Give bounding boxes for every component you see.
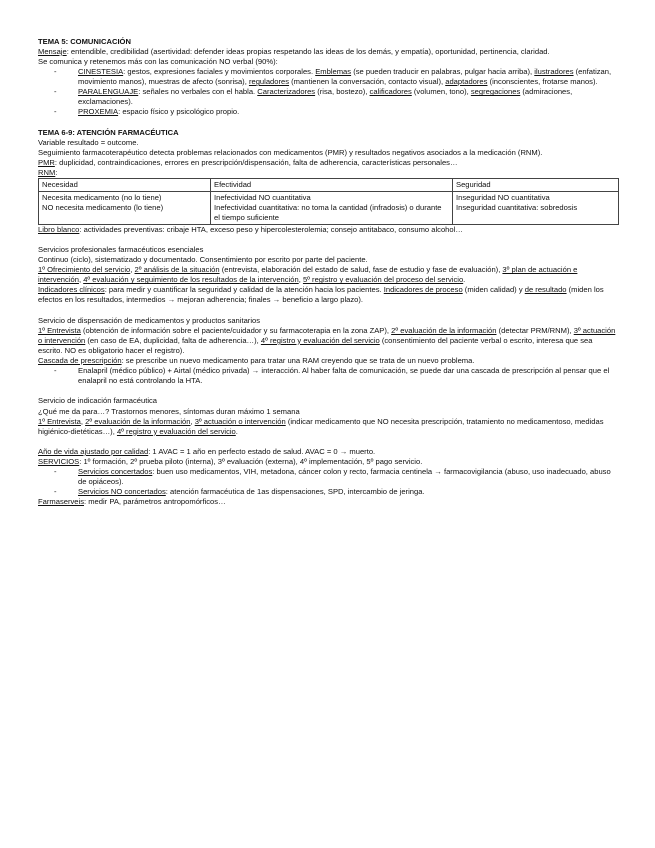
step: 1º Ofrecimiento del servicio (38, 265, 131, 275)
term: Servicios concertados (78, 467, 153, 477)
step: 5º registro y evaluación del proceso del servicio (302, 275, 464, 285)
term: reguladores (248, 77, 290, 87)
section-title-indicacion: Servicio de indicación farmacéutica (38, 396, 158, 406)
term-farmaserveis: Farmaserveis (38, 497, 84, 507)
list-item-proxemia (78, 107, 618, 117)
text: (indicar medicamento que NO necesita prescripción, tratamiento no medicamentoso, medidas higiénico-dietéticas…), (38, 416, 604, 436)
paragraph-rnm (38, 168, 618, 178)
text: (admiraciones, exclamaciones). (78, 87, 573, 107)
step: 3º plan de actuación e intervención (38, 265, 578, 285)
paragraph-no-verbal: Se comunica y retenemos más con las comunicación NO verbal (90%): (38, 57, 278, 67)
term: PARALENGUAJE (78, 87, 139, 97)
text: (obtención de información sobre el paciente/cuidador y su farmacoterapia en la zona ZAP), (80, 325, 392, 335)
text: (miden calidad) y (462, 285, 525, 295)
step: 1º Entrevista (38, 416, 81, 426)
cell-line: Inefectividad NO cuantitativa (214, 192, 311, 202)
section-title-servicios: Servicios profesionales farmacéuticos esenciales (38, 245, 204, 255)
list-comunicacion (38, 67, 618, 117)
text: (consentimiento del paciente verbal o escrito, interesa que sea escrito. NO es obligatorio hacer el registro). (38, 335, 593, 355)
table-header-cell: Efectividad (211, 178, 453, 191)
term: CINESTESIA (78, 67, 124, 77)
term-cascada: Cascada de prescripción (38, 355, 122, 365)
text-avac: : 1 AVAC = 1 año en perfecto estado de salud. AVAC = 0 → muerto. (148, 447, 376, 457)
text: , (78, 275, 84, 285)
step: 3º actuación o intervención (194, 416, 286, 426)
step: 2º evaluación de la información (85, 416, 191, 426)
list-cascada (38, 366, 618, 386)
section-title-atencion: TEMA 6-9: ATENCIÓN FARMACÉUTICA (38, 127, 179, 137)
cell-line: Inseguridad NO cuantitativa (456, 192, 550, 202)
term: adaptadores (445, 77, 488, 87)
term: Emblemas (315, 67, 352, 77)
term: de resultado (524, 285, 567, 295)
table-cell (453, 191, 619, 224)
text: (en caso de EA, duplicidad, falta de adherencia…), (85, 335, 261, 345)
term: Indicadores de proceso (383, 285, 463, 295)
paragraph-servicios (38, 457, 618, 467)
list-item-paralenguaje (78, 87, 618, 107)
cell-line: Necesita medicamento (no lo tiene) (42, 192, 162, 202)
text-rnm: : (55, 167, 58, 177)
document-page (38, 37, 618, 507)
rnm-table (38, 178, 619, 225)
step: 3º actuación o intervención (38, 325, 616, 345)
list-item-concertados (78, 467, 618, 487)
step: 4º registro y evaluación del servicio (260, 335, 380, 345)
paragraph-indicadores (38, 285, 618, 305)
term-rnm: RNM (38, 167, 56, 177)
table-row (39, 191, 619, 224)
paragraph-pmr (38, 158, 618, 168)
text: (mantienen la conversación, contacto visual), (289, 77, 446, 87)
paragraph-avac (38, 447, 618, 457)
text: , (80, 416, 86, 426)
text: (se pueden traducir en palabras, pulgar hacia arriba), (351, 67, 535, 77)
term-pmr: PMR (38, 157, 55, 167)
step: 2º análisis de la situación (134, 265, 220, 275)
text-farmaserveis: : medir PA, parámetros antropomórficos… (84, 497, 226, 507)
cell-line: Inseguridad cuantitativa: sobredosis (456, 202, 578, 212)
table-cell (211, 191, 453, 224)
text: : atención farmacéutica de 1as dispensaciones, SPD, intercambio de jeringa. (165, 487, 425, 497)
list-item-enalapril: - Enalapril (médico público) + Airtal (médico privada) → interacción. Al haber falta de comunicación, se puede dar una cascada de prescripción al pensar que el enalapril no está controlando la HTA. (78, 366, 618, 386)
text-mensaje: : entendible, credibilidad (asertividad: defender ideas propias respetando las ideas de los demás, y empatía), oportunidad, pertinencia, claridad. (66, 47, 550, 57)
text: , (298, 275, 303, 285)
step: 2º evaluación de la información (391, 325, 497, 335)
text: (miden los efectos en los resultados, intermedios → mejoran adherencia; finales → beneficio a largo plazo). (38, 285, 604, 305)
paragraph-pasos-indicacion (38, 417, 618, 437)
section-title-dispensacion: Servicio de dispensación de medicamentos y productos sanitarios (38, 315, 261, 325)
term: Indicadores clínicos (38, 285, 105, 295)
section-title-comunicacion: TEMA 5: COMUNICACIÓN (38, 37, 131, 46)
text: (entrevista, elaboración del estado de salud, fase de estudio y fase de evaluación), (219, 265, 503, 275)
text-servicios: : 1º formación, 2º prueba piloto (interna), 3º evaluación (externa), 4º implementación, 5º pago servicio. (79, 457, 423, 467)
paragraph-seguimiento: Seguimiento farmacoterapéutico detecta problemas relacionados con medicamentos (PMR) y resultados negativos asociados a la medicación (RNM). (38, 147, 543, 157)
table-header-cell: Seguridad (453, 178, 619, 191)
paragraph-cascada (38, 356, 618, 366)
text: (inconscientes, frotarse manos). (487, 77, 598, 87)
term-avac: Año de vida ajustado por calidad (38, 447, 149, 457)
list-item-no-concertados (78, 487, 618, 497)
term: PROXEMIA (78, 107, 119, 117)
table-cell (39, 191, 211, 224)
text-cascada: : se prescribe un nuevo medicamento para tratar una RAM creyendo que se trata de un nuevo problema. (121, 355, 475, 365)
text: . (235, 426, 238, 436)
table-header-row (39, 178, 619, 191)
paragraph-outcome: Variable resultado = outcome. (38, 137, 139, 147)
text-pmr: : duplicidad, contraindicaciones, errores en prescripción/dispensación, falta de adherencia, características personales… (54, 157, 458, 167)
term: segregaciones (470, 87, 521, 97)
paragraph-pasos-dispensacion (38, 326, 618, 356)
cell-line: NO necesita medicamento (lo tiene) (42, 202, 164, 212)
term-servicios: SERVICIOS (38, 457, 80, 467)
text: : señales no verbales con el habla. (138, 87, 258, 97)
cell-line: Inefectividad cuantitativa: no toma la cantidad (infradosis) o durante el tiempo suficiente (214, 202, 442, 222)
list-servicios (38, 467, 618, 497)
term: Servicios NO concertados (78, 487, 166, 497)
term: ilustradores (534, 67, 574, 77)
step: 4º evaluación y seguimiento de los resultados de la intervención (83, 275, 299, 285)
step: 1º Entrevista (38, 325, 81, 335)
paragraph-libro-blanco (38, 225, 618, 235)
term-libro-blanco: Libro blanco (38, 224, 80, 234)
paragraph-mensaje (38, 47, 618, 57)
step: 4º registro y evaluación del servicio (116, 426, 236, 436)
text-libro-blanco: : actividades preventivas: cribaje HTA, exceso peso y hipercolesterolemia; consejo antitabaco, consumo alcohol… (79, 224, 463, 234)
text: : buen uso medicamentos, VIH, metadona, cáncer colon y recto, farmacia centinela → farmacovigilancia (abuso, uso inadecuado, abuso de opiáceos). (78, 467, 611, 487)
text: . (463, 275, 466, 285)
paragraph-farmaserveis (38, 497, 618, 507)
table-header-cell: Necesidad (39, 178, 211, 191)
text: (risa, bostezo), (315, 87, 370, 97)
paragraph-pasos (38, 265, 618, 285)
list-item-cinestesia (78, 67, 618, 87)
text: (detectar PRM/RNM), (496, 325, 574, 335)
term-mensaje: Mensaje (38, 47, 67, 57)
text: : para medir y cuantificar la seguridad y calidad de la atención hacia los pacientes. (104, 285, 384, 295)
term: calificadores (369, 87, 412, 97)
text: : espacio físico y psicológico propio. (118, 107, 240, 117)
text: : gestos, expresiones faciales y movimientos corporales. (123, 67, 316, 77)
text: , (130, 265, 135, 275)
text: , (190, 416, 195, 426)
text: (volumen, tono), (411, 87, 471, 97)
text: (enfatizan, movimiento manos), muestras de afecto (sonrisa), (78, 67, 612, 87)
term: Caracterizadores (257, 87, 316, 97)
paragraph-que-me-da: ¿Qué me da para…? Trastornos menores, síntomas duran máximo 1 semana (38, 406, 300, 416)
paragraph-continuo: Continuo (ciclo), sistematizado y documentado. Consentimiento por escrito por parte del paciente. (38, 255, 368, 265)
